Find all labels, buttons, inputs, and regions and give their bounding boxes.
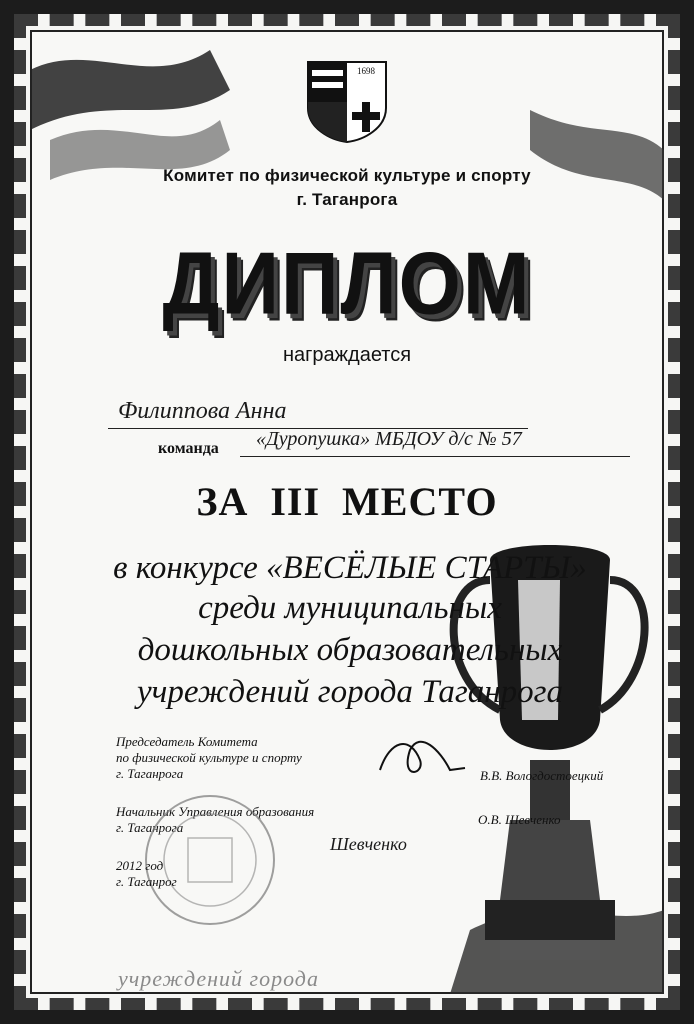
contest-line-3: дошкольных образовательных [137,632,563,668]
chair-signature [370,730,470,790]
team-name: «Дуропушка» МБДОУ д/с № 57 [256,428,522,450]
education-title-2: г. Таганрога [116,820,184,835]
bottom-watermark: учреждений города [118,966,319,991]
recipient-name: Филиппова Анна [118,398,287,424]
contest-line-2: среди муниципальных [198,590,502,626]
team-underline [240,456,630,457]
coat-of-arms-emblem [304,58,390,144]
team-label: команда [158,440,219,457]
coat-year: 1698 [357,66,375,76]
date-city: г. Таганрог [116,874,177,889]
chair-name: В.В. Вологдостоецкий [480,768,604,783]
chair-title-1: Председатель Комитета [116,734,258,749]
organization-line-1: Комитет по физической культуре и спорту [163,166,531,185]
education-title-1: Начальник Управления образования [116,804,315,819]
awarded-text: награждается [282,344,412,366]
chair-title-3: г. Таганрога [116,766,184,781]
contest-line-1: в конкурсе «ВЕСЁЛЫЕ СТАРТЫ» [113,550,587,586]
place-award: ЗА III МЕСТО [196,479,498,524]
chair-title-2: по физической культуре и спорту [116,750,302,765]
date-year: 2012 год [116,858,164,873]
education-name: О.В. Шевченко [478,812,561,827]
organization-line-2: г. Таганрога [296,190,398,209]
diploma-title: ДИПЛОМ [162,234,532,333]
education-signature: Шевченко [330,834,407,854]
contest-line-4: учреждений города Таганрога [137,674,563,710]
